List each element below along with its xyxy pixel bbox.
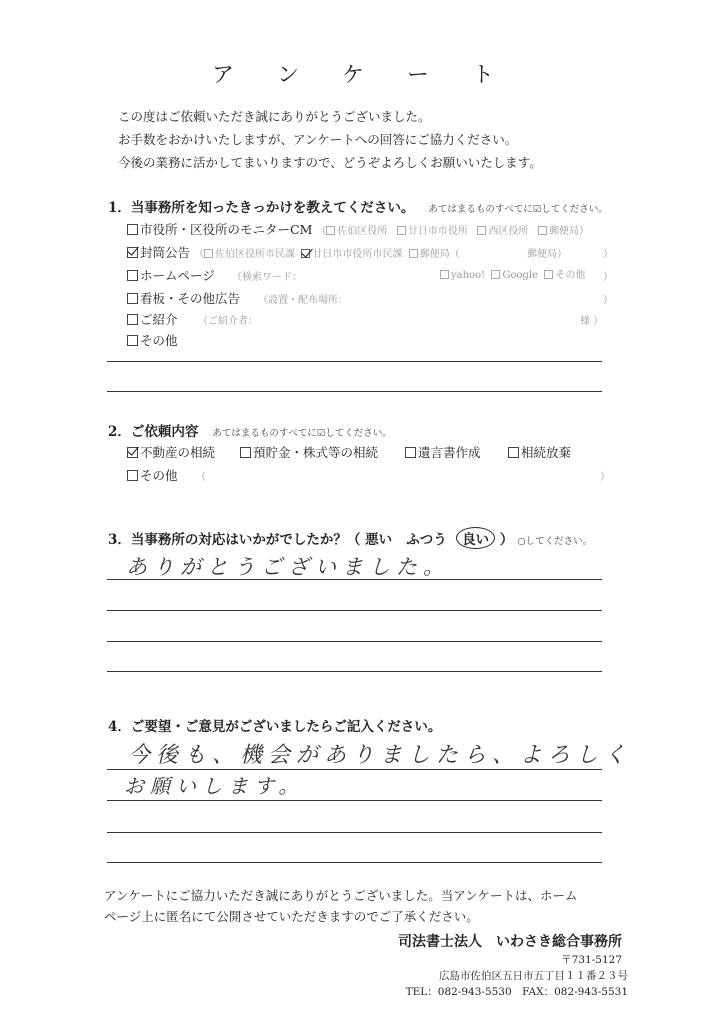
q2-option-real-estate[interactable]: [127, 443, 215, 461]
q2-renounce-checkbox[interactable]: [508, 447, 519, 458]
q1-homepage-other: その他: [555, 270, 586, 281]
q2-renounce-label: 相続放棄: [521, 445, 572, 460]
q2-option-other[interactable]: [127, 466, 178, 484]
q1-monitor-sub4-checkbox[interactable]: [538, 226, 547, 235]
q1-note: あてはまるものすべてに☑してください。: [428, 204, 608, 215]
q1-homepage-label: ホームページ: [140, 268, 215, 283]
q2-option-deposits[interactable]: [240, 443, 378, 461]
intro-line-3: 今後の業務に活かしてまいりますので、どうぞよろしくお願いいたします。: [118, 155, 542, 170]
q2-real-estate-label: 不動産の相続: [140, 445, 216, 460]
q1-monitor-sub: [316, 226, 589, 237]
q1-homepage-sub: [440, 266, 585, 281]
q3-answer-line-1[interactable]: [107, 579, 602, 580]
q1-heading: [108, 196, 608, 216]
q4-answer-line-3[interactable]: [107, 832, 602, 833]
q3-option-bad[interactable]: 悪い: [365, 532, 393, 548]
q3-answer-line-3[interactable]: [107, 641, 602, 642]
q1-monitor-label: 市役所・区役所のモニターCM: [140, 222, 313, 237]
q3-option-good[interactable]: 良い: [456, 527, 495, 549]
q2-option-will[interactable]: [405, 443, 481, 461]
q1-referral-field: （ご紹介者：: [198, 316, 258, 327]
q4-handwritten-line-1: 今後も、機会がありましたら、よろしく: [128, 743, 633, 768]
q1-referral-checkbox[interactable]: [127, 314, 138, 325]
q1-signboard-paren-close: ）: [603, 295, 613, 306]
q1-envelope-label: 封筒公告: [140, 245, 191, 260]
q1-monitor-paren-open: （: [316, 226, 327, 237]
q1-option-envelope[interactable]: [127, 243, 460, 261]
q1-homepage-yahoo: yahoo!: [451, 270, 486, 281]
office-address: 広島市佐伯区五日市五丁目１１番２３号: [439, 970, 628, 982]
q1-homepage-keyword: （検索ワード：: [232, 272, 302, 283]
q1-envelope-checkbox[interactable]: [127, 247, 138, 258]
q3-heading-text: 3．当事務所の対応はいかがでしたか？（: [108, 532, 361, 548]
page-title: ア ン ケ ー ト: [212, 63, 512, 88]
q1-homepage-yahoo-checkbox[interactable]: [440, 270, 449, 279]
q4-handwritten-line-2: お願いします。: [124, 774, 305, 798]
q2-option-renounce[interactable]: [508, 443, 571, 461]
q4-heading: 4．ご要望・ご意見がございましたらご記入ください。: [108, 719, 442, 735]
q3-note: ○してください。: [517, 536, 593, 547]
q3-answer-line-2[interactable]: [107, 610, 602, 611]
q1-envelope-sub1-checkbox[interactable]: [204, 249, 213, 258]
q3-handwritten-answer: ありがとうございました。: [126, 555, 450, 579]
q3-answer-line-4[interactable]: [107, 671, 602, 672]
q1-envelope-paren-open: （: [194, 249, 204, 260]
q1-envelope-sub3-checkbox[interactable]: [409, 249, 418, 258]
q2-will-label: 遺言書作成: [418, 445, 481, 460]
q1-envelope-sub2-checkbox[interactable]: [301, 249, 310, 258]
q2-will-checkbox[interactable]: [405, 447, 416, 458]
q1-option-homepage[interactable]: [127, 266, 215, 284]
q1-monitor-sub2: 廿日市市役所: [407, 226, 468, 237]
q1-answer-line-1[interactable]: [107, 361, 602, 362]
q1-envelope-sub: [194, 249, 460, 260]
q4-answer-line-4[interactable]: [107, 862, 602, 863]
q1-envelope-sub3: 郵便局（: [419, 249, 460, 260]
q1-option-referral[interactable]: [127, 310, 178, 328]
q2-heading: [108, 420, 392, 440]
q1-signboard-place: （設置・配布場所：: [258, 295, 348, 306]
office-phone: TEL：082-943-5530 FAX：082-943-5531: [405, 986, 628, 998]
q2-other-paren-open: （: [196, 472, 206, 483]
q1-homepage-google: Google: [502, 270, 539, 281]
q1-envelope-sub2: 廿日市市役所市民課: [312, 249, 403, 260]
q1-answer-line-2[interactable]: [107, 391, 602, 392]
q2-other-paren-close: ）: [600, 472, 610, 483]
q2-real-estate-checkbox[interactable]: [127, 447, 138, 458]
q1-homepage-checkbox[interactable]: [127, 270, 138, 281]
q1-other-label: その他: [140, 333, 178, 348]
q1-monitor-sub1-checkbox[interactable]: [326, 226, 335, 235]
q1-homepage-google-checkbox[interactable]: [491, 270, 500, 279]
q1-envelope-paren-close: ）: [603, 249, 613, 260]
q1-envelope-sub1: 佐伯区役所市民課: [215, 249, 295, 260]
q1-heading-text: 1．当事務所を知ったきっかけを教えてください。: [108, 200, 415, 216]
intro-line-2: お手数をおかけいたしますが、アンケートへの回答にご協力ください。: [118, 132, 518, 147]
q1-monitor-sub2-checkbox[interactable]: [397, 226, 406, 235]
q3-paren-close: ）: [499, 532, 514, 548]
q1-monitor-sub4: 郵便局）: [549, 226, 589, 237]
q2-deposits-label: 預貯金・株式等の相続: [253, 445, 379, 460]
q1-signboard-checkbox[interactable]: [127, 293, 138, 304]
q2-heading-text: 2．ご依頼内容: [108, 424, 199, 440]
q1-monitor-sub3: 西区役所: [488, 226, 529, 237]
footer-line-1: アンケートにご協力いただき誠にありがとうございました。当アンケートは、ホーム: [104, 888, 578, 903]
q3-option-normal[interactable]: ふつう: [406, 532, 447, 548]
q2-note: あてはまるものすべてに☑してください。: [212, 428, 392, 439]
q1-option-signboard[interactable]: [127, 289, 240, 307]
q2-other-label: その他: [140, 468, 178, 483]
q1-referral-suffix: 様 ）: [580, 316, 604, 327]
footer-line-2: ページ上に匿名にて公開させていただきますのでご了承ください。: [104, 909, 479, 924]
q1-monitor-checkbox[interactable]: [127, 224, 138, 235]
q1-homepage-paren-close: ）: [603, 272, 613, 283]
q1-monitor-sub1: 佐伯区役所: [337, 226, 388, 237]
q1-option-other[interactable]: [127, 331, 178, 349]
q1-other-checkbox[interactable]: [127, 335, 138, 346]
q1-referral-label: ご紹介: [140, 312, 178, 327]
q1-option-monitor[interactable]: [127, 220, 589, 238]
q4-answer-line-2[interactable]: [107, 800, 602, 801]
q2-deposits-checkbox[interactable]: [240, 447, 251, 458]
q1-signboard-label: 看板・その他広告: [140, 291, 241, 306]
q2-other-checkbox[interactable]: [127, 470, 138, 481]
q1-monitor-sub3-checkbox[interactable]: [477, 226, 486, 235]
q1-homepage-other-checkbox[interactable]: [544, 270, 553, 279]
office-postal: 〒731-5127: [561, 954, 622, 966]
q3-heading: [108, 527, 592, 549]
intro-line-1: この度はご依頼いただき誠にありがとうございました。: [118, 109, 431, 124]
office-name: 司法書士法人 いわさき総合事務所: [398, 934, 622, 950]
q1-envelope-post-suffix: 郵便局）: [527, 249, 567, 260]
